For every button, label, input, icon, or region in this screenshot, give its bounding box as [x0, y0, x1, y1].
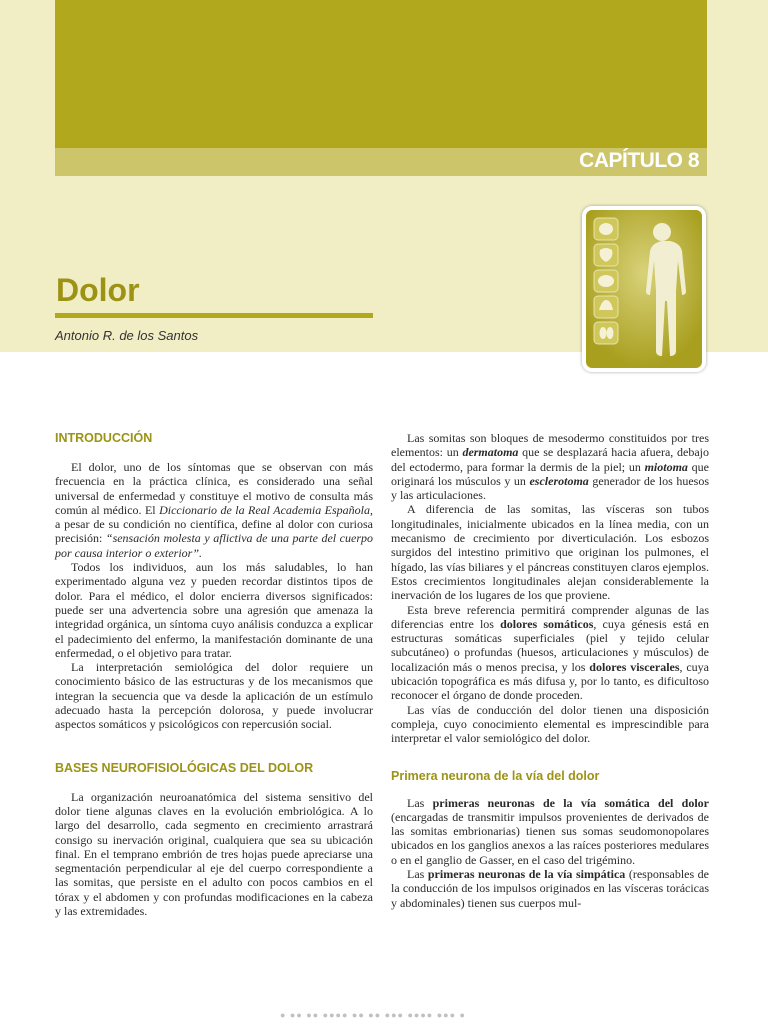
subsection-heading-primera-neurona: Primera neurona de la vía del dolor	[391, 768, 600, 783]
paragraph: Las primeras neuronas de la vía simpática (responsables de la conducción de los impulsos originados en las vísceras torácicas y abdominales) tienen sus cuerpos mul-	[391, 867, 709, 910]
paragraph: La interpretación semiológica del dolor requiere un conocimiento básico de las estructuras y de los mecanismos que integran la secuencia que va desde la aplicación de un estímulo adecuado hasta la percepción dolorosa, y puede involucrar aspectos somáticos y psicológicos con repercusión social.	[55, 660, 373, 732]
paragraph: A diferencia de las somitas, las vísceras son tubos longitudinales, inicialmente ubicados en la línea media, con un mecanismo de crecimiento por diverticulación. Los esbozos surgidos del intestino primitivo que originan los pulmones, el hígado, las vías biliares y el páncreas constituyen claros ejemplos. Estos crecimientos longitudinales alejan considerablemente la inervación de los lugares de los que proviene.	[391, 502, 709, 603]
chapter-label: CAPÍTULO 8	[579, 149, 699, 172]
left-column	[55, 430, 373, 918]
title-underline	[55, 313, 373, 318]
right-column	[391, 430, 709, 910]
paragraph: Las vías de conducción del dolor tienen una disposición compleja, cuyo conocimiento elemental es imprescindible para interpretar el valor semiológico del dolor.	[391, 702, 709, 746]
footer-dots: ● ●● ●● ●●●● ●● ●● ●●● ●●●● ●●● ●	[280, 1010, 466, 1020]
chapter-band	[55, 148, 707, 176]
paragraph: Las somitas son bloques de mesodermo constituidos por tres elementos: un dermatoma que se desplazará hacia afuera, debajo del ectodermo, para formar la dermis de la piel; un miotoma que originará los músculos y un esclerotoma generador de los huesos y las articulaciones.	[391, 431, 710, 503]
chapter-author: Antonio R. de los Santos	[55, 328, 199, 343]
human-body-anatomy-icon	[582, 206, 706, 372]
paragraph: Las primeras neuronas de la vía somática del dolor (encargadas de transmitir impulsos provenientes de derivados de las somitas embrionarias) tienen sus somas seudomonopolares ubicados en los ganglios anexos a las raíces posteriores medulares o en el ganglio de Gasser, en el caso del trigémino.	[391, 795, 710, 867]
paragraph: Esta breve referencia permitirá comprender algunas de las diferencias entre los dolores somáticos, cuya génesis está en estructuras somáticas superficiales (piel y tejido celular subcutáneo) o profundas (huesos, articulaciones y músculos) de localización más o menos precisa, y los dolores viscerales, cuya ubicación topográfica es más difusa y, por lo tanto, es dificultoso reconocer el órgano de donde proceden.	[391, 602, 710, 703]
section-heading-bases: BASES NEUROFISIOLÓGICAS DEL DOLOR	[55, 760, 314, 775]
section-heading-introduccion: INTRODUCCIÓN	[55, 431, 153, 445]
paragraph: La organización neuroanatómica del sistema sensitivo del dolor tiene algunas claves en la evolución embriológica. A lo largo del desarrollo, cada segmento en crecimiento arrastrará consigo su inervación original, cualquiera que sea su ubicación final. En el temprano embrión de tres hojas puede apreciarse una segmentación perpendicular al eje del cuerpo correspondiente a las somitas, que persiste en el adulto con pocos cambios en el tórax y el abdomen y con profundas modificaciones en la cabeza y las extremidades.	[55, 789, 373, 919]
header-color-block	[55, 0, 707, 148]
paragraph: El dolor, uno de los síntomas que se observan con más frecuencia en la práctica clínica, es considerado una señal universal de enfermedad y constituye el motivo de consulta más común al médico. El Diccionario de la Real Academia Española, a pesar de su condición no científica, define al dolor con curiosa precisión: “sensación molesta y aflictiva de una parte del cuerpo por causa interior o exterior”.	[55, 460, 373, 560]
chapter-title: Dolor	[56, 272, 140, 308]
paragraph: Todos los individuos, aun los más saludables, lo han experimentado alguna vez y pueden recordar distintos tipos de dolor. Para el médico, el dolor encierra diversos significados: puede ser una advertencia sobre una agresión que amenaza la integridad orgánica, un síntoma cuyo análisis conduzca a explicar el padecimiento del enfermo, la manifestación dominante de una enfermedad, o el objetivo para tratar.	[55, 560, 373, 660]
